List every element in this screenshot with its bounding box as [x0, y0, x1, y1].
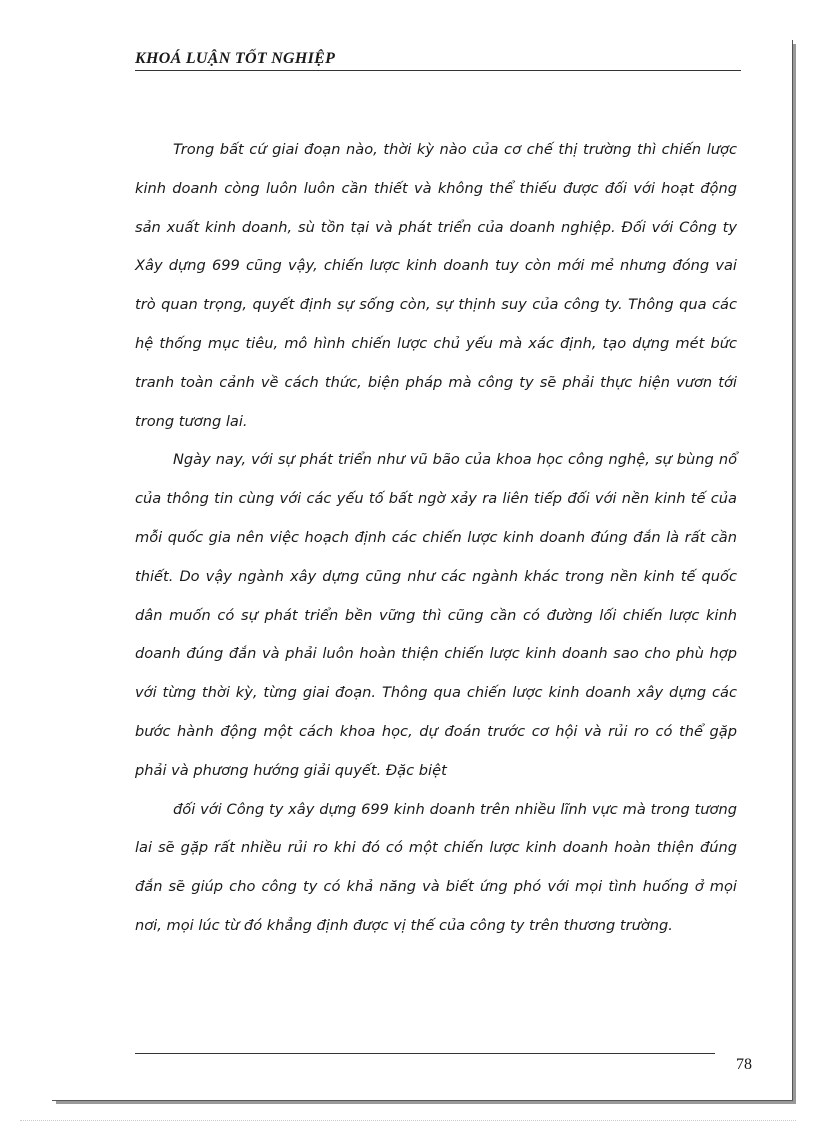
paragraph-3: đối với Công ty xây dựng 699 kinh doanh trên nhiều lĩnh vực mà trong tương lai sẽ gặp rất nhiều rủi ro khi đó có một chiến lược kinh doanh hoàn thiện đúng đắn sẽ giúp cho công ty có khả năng và biết ứng phó với mọi tình huống ở mọi nơi, mọi lúc từ đó khẳng định được vị thế của công ty trên thương trường. — [135, 800, 737, 934]
paragraph-1: Trong bất cứ giai đoạn nào, thời kỳ nào của cơ chế thị trường thì chiến lược kinh doanh còng luôn luôn cần thiết và không thể thiếu được đối với hoạt động sản xuất kinh doanh, sù tồn tại và phát triển của doanh nghiệp. Đối với Công ty Xây dựng 699 cũng vậy, chiến lược kinh doanh tuy còn mới mẻ nhưng đóng vai trò quan trọng, quyết định sự sống còn, sự thịnh suy của công ty. Thông qua các hệ thống mục tiêu, mô hình chiến lược chủ yếu mà xác định, tạo dựng mét bức tranh toàn cảnh về cách thức, biện pháp mà công ty sẽ phải thực hiện vươn tới trong tương lai. — [135, 141, 737, 430]
page-edge-dotted-line — [20, 1120, 796, 1121]
page-header — [135, 50, 741, 71]
body-text — [135, 131, 737, 946]
paragraph-2: Ngày nay, với sự phát triển như vũ bão của khoa học công nghệ, sự bùng nổ của thông tin cùng với các yếu tố bất ngờ xảy ra liên tiếp đối với nền kinh tế của mỗi quốc gia nên việc hoạch định các chiến lược kinh doanh đúng đắn là rất cần thiết. Do vậy ngành xây dựng cũng như các ngành khác trong nền kinh tế quốc dân muốn có sự phát triển bền vững thì cũng cần có đường lối chiến lược kinh doanh đúng đắn và phải luôn hoàn thiện chiến lược kinh doanh sao cho phù hợp với từng thời kỳ, từng giai đoạn. Thông qua chiến lược kinh doanh xây dựng các bước hành động một cách khoa học, dự đoán trước cơ hội và rủi ro có thể gặp phải và phương hướng giải quyết. Đặc biệt — [135, 451, 737, 779]
header-title: KHOÁ LUẬN TỐT NGHIỆP — [135, 50, 336, 67]
footer-rule — [135, 1053, 715, 1054]
page-number: 78 — [736, 1056, 752, 1073]
